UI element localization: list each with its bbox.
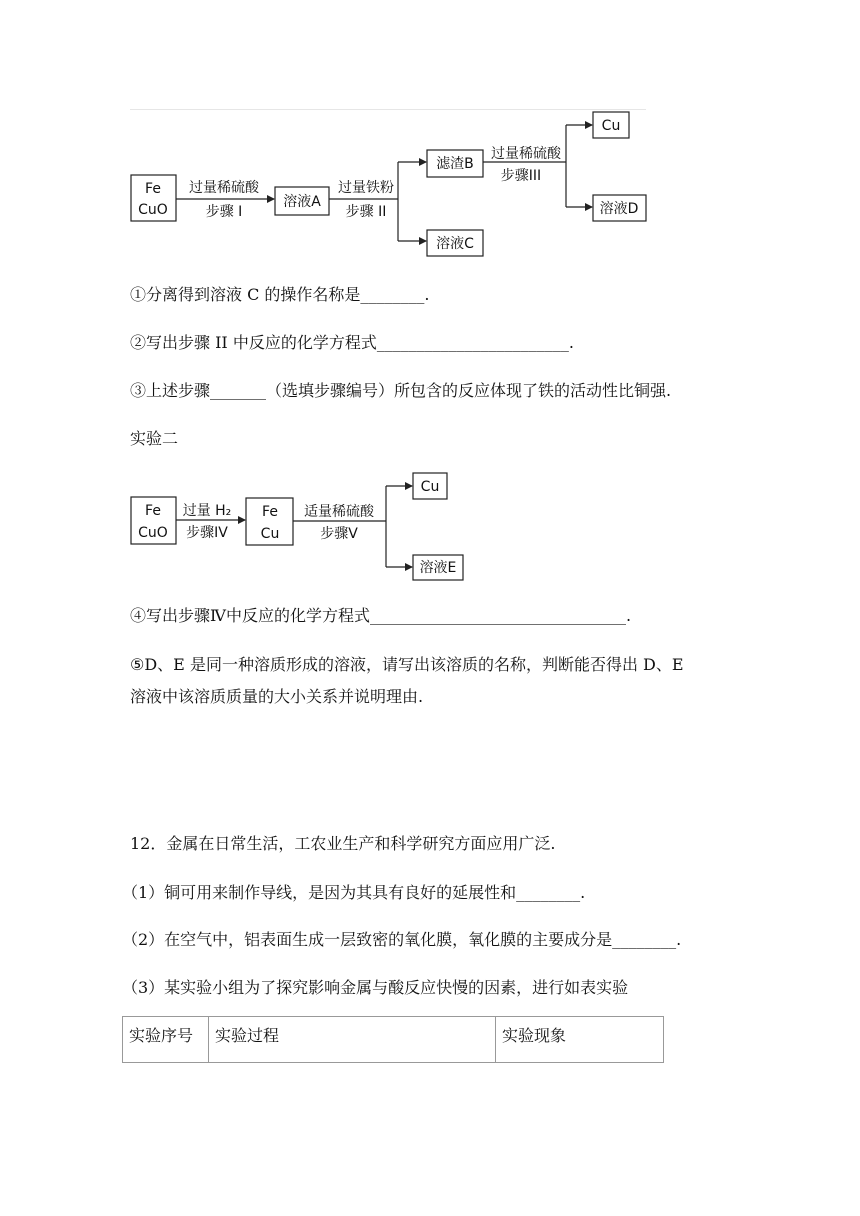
- d1-step3-label: 步骤III: [500, 168, 542, 184]
- d2-solution-e: 溶液E: [419, 560, 457, 576]
- question-3: ③上述步骤_______（选填步骤编号）所包含的反应体现了铁的活动性比铜强.: [130, 381, 672, 400]
- table-header-row: [123, 1017, 664, 1063]
- d2-middle-cu: Cu: [260, 526, 280, 542]
- question-4: ④写出步骤Ⅳ中反应的化学方程式________________________________.: [130, 606, 632, 625]
- table-header-cell: 实验过程: [209, 1017, 496, 1063]
- experiment-table: [122, 1016, 664, 1063]
- d1-step1-label: 步骤 I: [205, 204, 243, 220]
- d1-residue-b: 滤渣B: [436, 156, 474, 172]
- d1-step2-reagent: 过量铁粉: [338, 180, 394, 196]
- question-5-line-2: 溶液中该溶质质量的大小关系并说明理由.: [130, 687, 424, 706]
- d1-step1-reagent: 过量稀硫酸: [189, 180, 259, 196]
- experiment-2-title: 实验二: [130, 429, 179, 448]
- table-header-cell: 实验现象: [496, 1017, 664, 1063]
- table-header-cell: 实验序号: [123, 1017, 209, 1063]
- d1-step2-label: 步骤 II: [345, 204, 387, 220]
- d1-solution-d: 溶液D: [599, 201, 639, 217]
- d2-step4-label: 步骤IV: [186, 525, 228, 541]
- question-12-part-3: （3）某实验小组为了探究影响金属与酸反应快慢的因素，进行如表实验: [122, 978, 629, 997]
- question-12-part-2: （2）在空气中，铝表面生成一层致密的氧化膜，氧化膜的主要成分是________.: [122, 930, 682, 949]
- d2-start-fe: Fe: [145, 503, 161, 519]
- question-2: ②写出步骤 II 中反应的化学方程式________________________.: [130, 333, 574, 352]
- d1-start-cuo: CuO: [138, 202, 168, 218]
- d1-start-fe: Fe: [145, 181, 161, 197]
- question-12-part-1: （1）铜可用来制作导线，是因为其具有良好的延展性和________.: [122, 883, 586, 902]
- d2-step5-reagent: 适量稀硫酸: [304, 504, 374, 520]
- d1-solution-c: 溶液C: [436, 236, 474, 252]
- question-12: 12．金属在日常生活，工农业生产和科学研究方面应用广泛.: [130, 834, 556, 853]
- question-5-line-1: ⑤D、E 是同一种溶质形成的溶液，请写出该溶质的名称，判断能否得出 D、E: [130, 655, 684, 674]
- d1-step3-reagent: 过量稀硫酸: [491, 146, 561, 162]
- d2-cu: Cu: [420, 479, 440, 495]
- d2-step5-label: 步骤Ⅴ: [320, 526, 358, 542]
- d2-middle-fe: Fe: [262, 504, 278, 520]
- d2-start-cuo: CuO: [138, 525, 168, 541]
- d1-solution-a: 溶液A: [283, 194, 321, 210]
- d2-step4-reagent: 过量 H₂: [182, 503, 232, 519]
- question-1: ①分离得到溶液 C 的操作名称是________.: [130, 285, 430, 304]
- d1-cu: Cu: [601, 118, 621, 134]
